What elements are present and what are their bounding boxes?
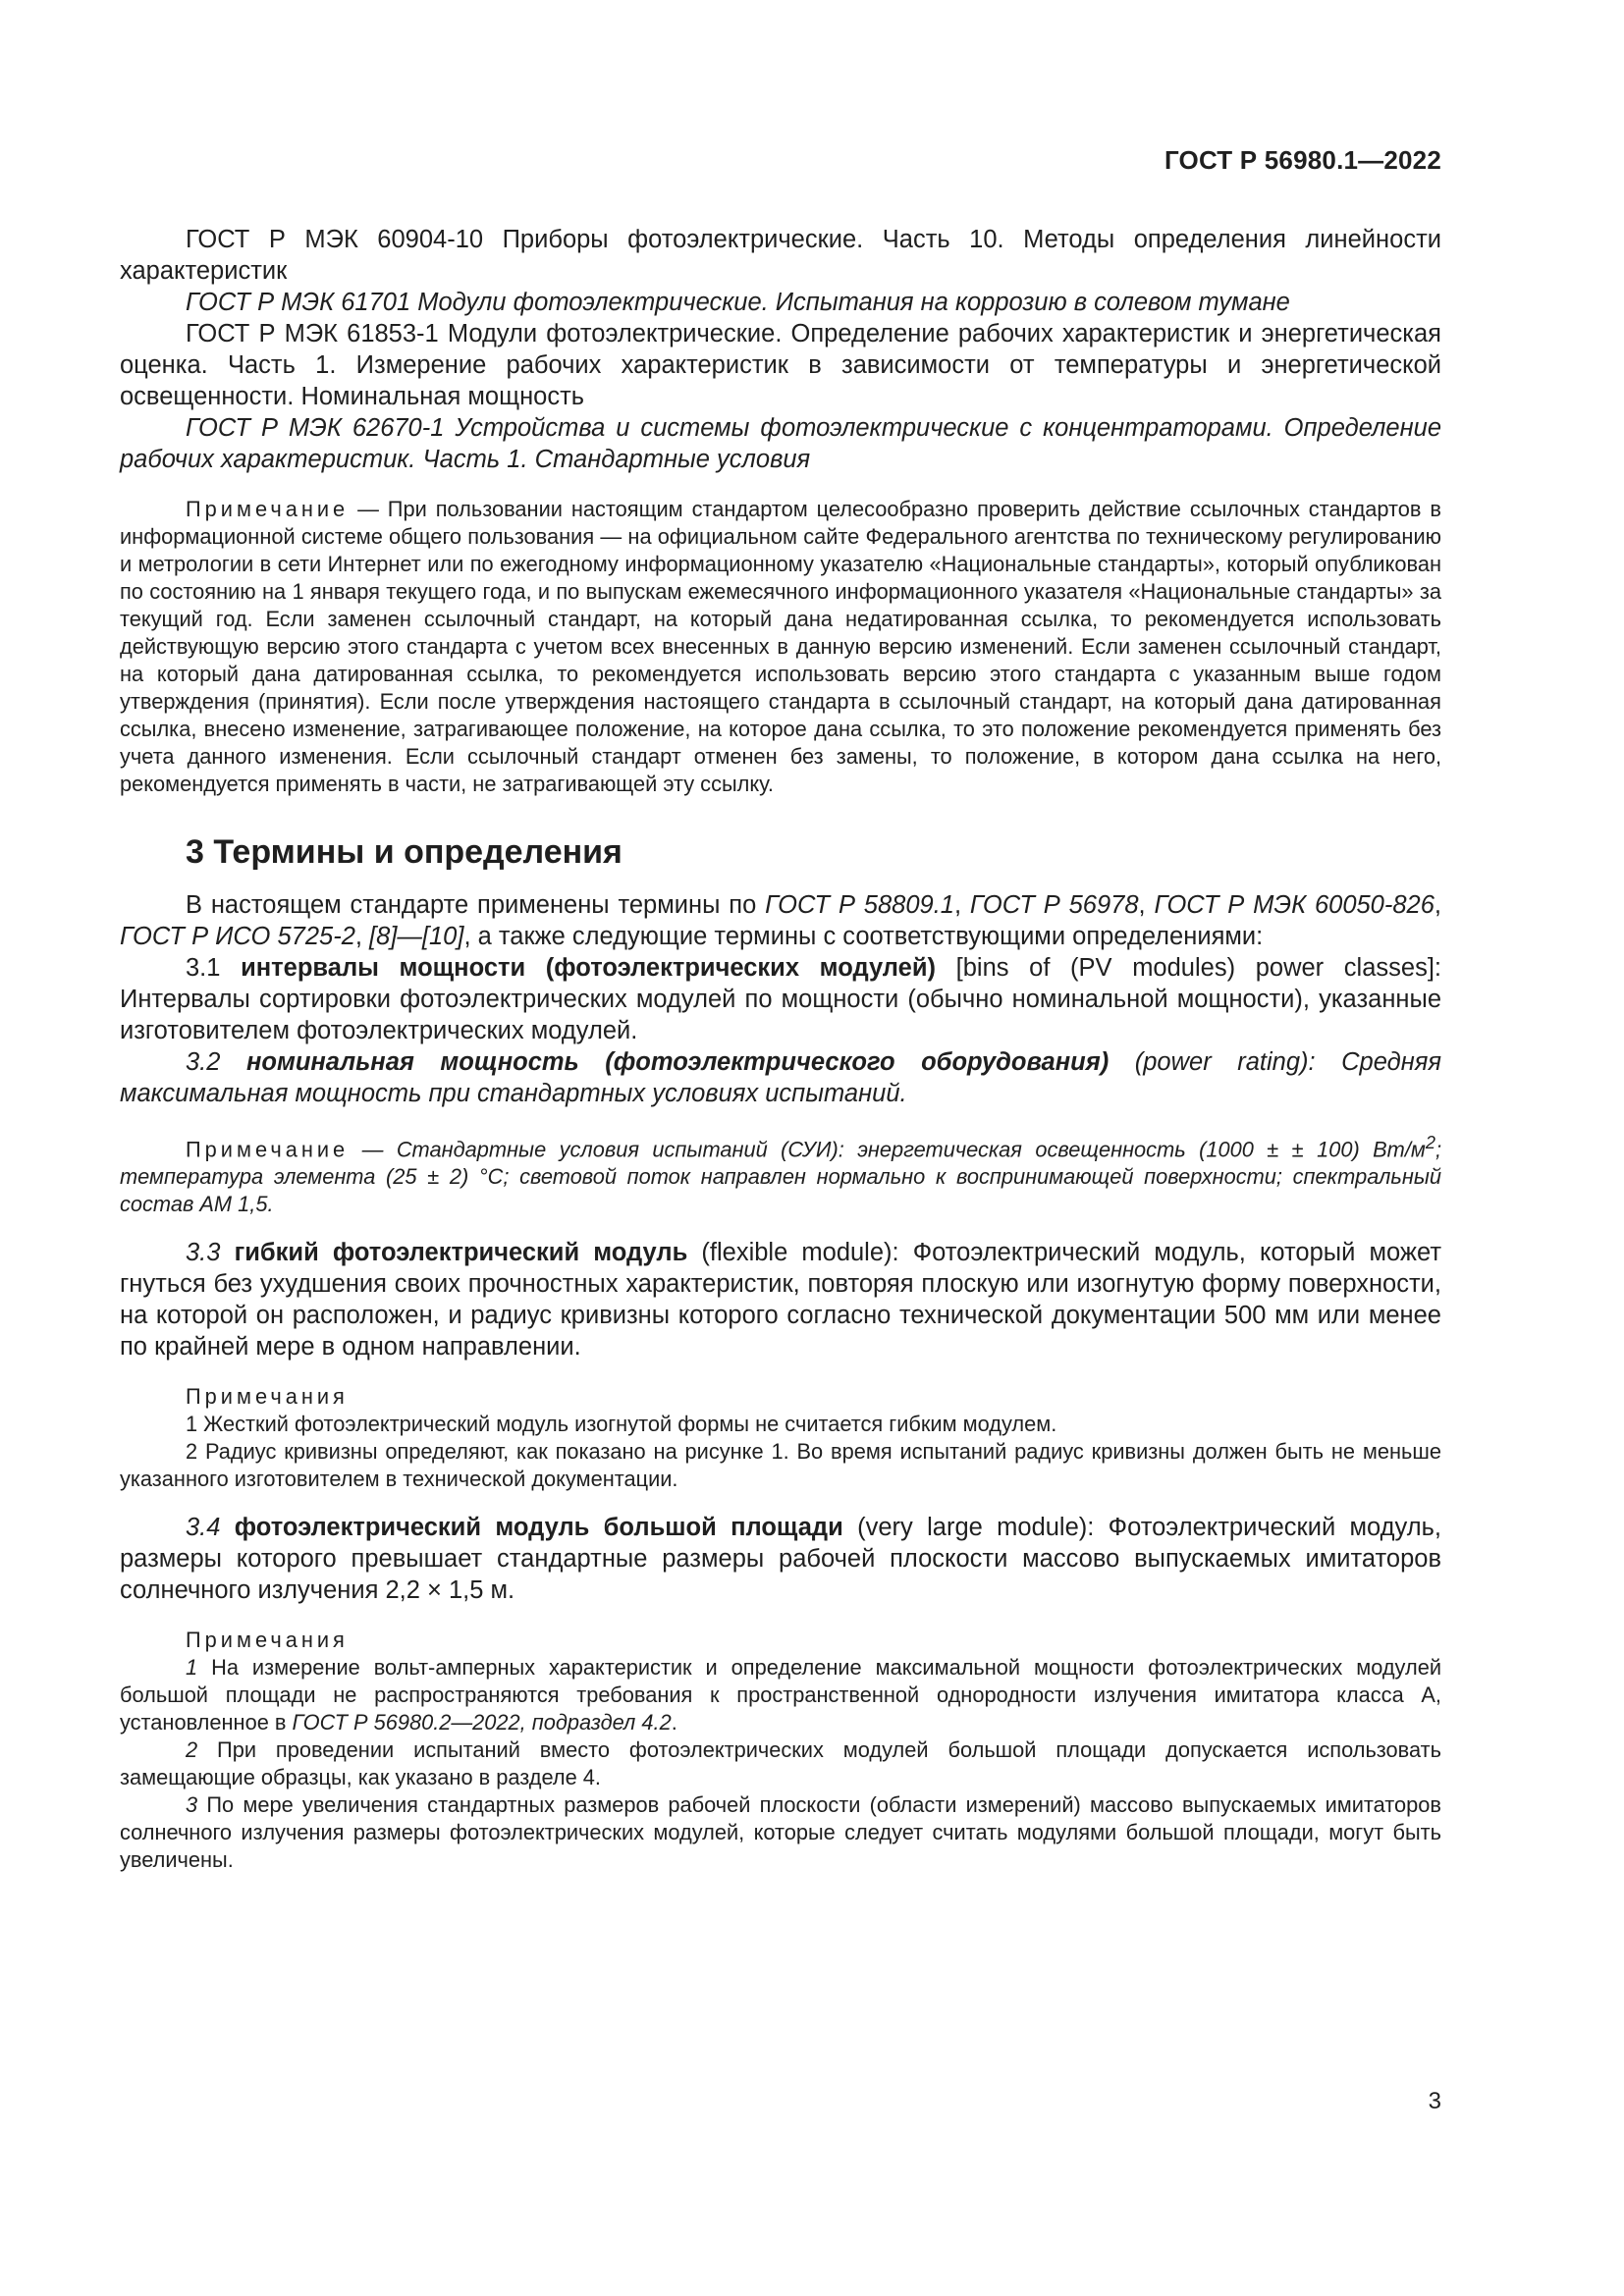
note-3-4-1: 1 На измерение вольт-амперных характеристик и определение максимальной мощности фотоэлектрических модулей большой площади не распространяются требования к пространственной однородности излучения имитатора класса А, установленное в ГОСТ Р 56980.2—2022, подраздел 4.2. [120, 1655, 1441, 1735]
note-3-3-1: 1 Жесткий фотоэлектрический модуль изогнутой формы не считается гибким модулем. [186, 1412, 1057, 1437]
intro-ref: ГОСТ Р МЭК 60050-826 [1154, 891, 1435, 919]
intro-ref: ГОСТ Р ИСО 5725-2 [120, 923, 355, 950]
intro-ref: [8]—[10] [369, 923, 464, 950]
note-label: Примечание [186, 1137, 350, 1162]
ref-iec-62670-1: ГОСТ Р МЭК 62670-1 Устройства и системы фотоэлектрические с концентраторами. Определение рабочих характеристик. Часть 1. Стандартные условия [120, 414, 1441, 473]
term-english: (power rating): [1109, 1048, 1316, 1076]
term-name: номинальная мощность (фотоэлектрического оборудования) [245, 1048, 1110, 1076]
note-text: — При пользовании настоящим стандартом целесообразно проверить действие ссылочных стандартов в информационной системе общего пользования — на официальном сайте Федерального агентства по техническому регулированию и метрологии в сети Интернет или по ежегодному информационному указателю «Национальные стандарты», который опубликован по состоянию на 1 января текущего года, и по выпускам ежемесячного информационного указателя «Национальные стандарты» за текущий год. Если заменен ссылочный стандарт, на который дана недатированная ссылка, то рекомендуется использовать действующую версию этого стандарта с учетом всех внесенных в данную версию изменений. Если заменен ссылочный стандарт, на который дана датированная ссылка, то рекомендуется использовать версию этого стандарта с указанным выше годом утверждения (принятия). Если после утверждения настоящего стандарта в ссылочный стандарт, на который дана датированная ссылка, внесено изменение, затрагивающее положение, на которое дана ссылка, то это положение рекомендуется применять без учета данного изменения. Если ссылочный стандарт отменен без замены, то положение, в котором дана ссылка на него, рекомендуется применять в части, не затрагивающей эту ссылку. [120, 497, 1441, 796]
page-content [120, 224, 1441, 1874]
note-3-3-2: 2 Радиус кривизны определяют, как показано на рисунке 1. Во время испытаний радиус кривизны должен быть не меньше указанного изготовителем в технической документации. [120, 1439, 1441, 1492]
note-3-4-2: 2 При проведении испытаний вместо фотоэлектрических модулей большой площади допускается использовать замещающие образцы, как указано в разделе 4. [120, 1737, 1441, 1790]
term-name: гибкий фотоэлектрический модуль [234, 1239, 688, 1267]
page-number: 3 [1428, 2088, 1441, 2114]
term-3-1 [120, 952, 1441, 1046]
term-3-4 [120, 1512, 1441, 1606]
note-label: Примечание [186, 497, 350, 521]
section-heading: 3 Термины и определения [186, 833, 623, 871]
term-number: 3.3 [186, 1239, 235, 1267]
intro-ref: ГОСТ Р 58809.1 [765, 891, 954, 919]
note-3-4-3: 3 По мере увеличения стандартных размеров рабочей плоскости (области измерений) массово выпускаемых имитаторов солнечного излучения размеры фотоэлектрических модулей, которые следует считать модулями большой площади, могут быть увеличены. [120, 1792, 1441, 1873]
term-name: интервалы мощности (фотоэлектрических модулей) [241, 954, 937, 982]
term-number: 3.2 [186, 1048, 246, 1076]
term-definition: Средняя максимальная мощность при стандартных условиях испытаний. [120, 1048, 1441, 1107]
term-3-3 [120, 1237, 1441, 1362]
term-definition: Фотоэлектрический модуль, который может гнуться без ухудшения своих прочностных характеристик, повторяя плоскую или изогнутую форму поверхности, на которой он расположен, и радиус кривизны которого согласно технической документации 500 мм или менее по крайней мере в одном направлении. [120, 1239, 1441, 1362]
superscript: 2 [1425, 1133, 1435, 1152]
term-3-2 [120, 1046, 1441, 1109]
note-references [120, 496, 1441, 798]
note-term-3-2: Примечание — Стандартные условия испытаний (СУИ): энергетическая освещенность (1000 ± ± 100) $Вт/м^2$; температура элемента (25 ± 2) °С; световой поток направлен нормально к воспринимающей поверхности; спектральный состав АМ 1,5. [120, 1133, 1441, 1217]
intro-ref: ГОСТ Р 56978 [969, 891, 1139, 919]
ref-iec-61853-1: ГОСТ Р МЭК 61853-1 Модули фотоэлектрические. Определение рабочих характеристик и энергетическая оценка. Часть 1. Измерение рабочих характеристик в зависимости от температуры и энергетической освещенности. Номинальная мощность [120, 320, 1441, 410]
term-english: [bins of (PV modules) power classes]: [936, 954, 1441, 982]
note-ref: ГОСТ Р 56980.2—2022, подраздел 4.2 [292, 1710, 672, 1735]
term-english: (very large module): [842, 1514, 1095, 1542]
notes-title: Примечания [186, 1628, 349, 1653]
section-intro: В настоящем стандарте применены термины по ГОСТ Р 58809.1, ГОСТ Р 56978, ГОСТ Р МЭК 60050-826, ГОСТ Р ИСО 5725-2, [8]—[10], а также следующие термины с соответствующими определениями: [120, 891, 1441, 950]
term-definition: Фотоэлектрический модуль, размеры которого превышает стандартные размеры рабочей плоскости массово выпускаемых имитаторов солнечного излучения 2,2 × 1,5 м. [120, 1514, 1441, 1605]
ref-iec-61701: ГОСТ Р МЭК 61701 Модули фотоэлектрические. Испытания на коррозию в солевом тумане [186, 289, 1290, 316]
term-name: фотоэлектрический модуль большой площади [234, 1514, 843, 1542]
ref-iec-60904-10: ГОСТ Р МЭК 60904-10 Приборы фотоэлектрические. Часть 10. Методы определения линейности характеристик [120, 226, 1441, 285]
term-english: (flexible module): [687, 1239, 899, 1267]
term-number: 3.1 [186, 954, 242, 982]
document-header: ГОСТ Р 56980.1—2022 [1164, 145, 1441, 175]
term-number: 3.4 [186, 1514, 235, 1542]
term-definition: Интервалы сортировки фотоэлектрических модулей по мощности (обычно номинальной мощности), указанные изготовителем фотоэлектрических модулей. [120, 986, 1441, 1044]
notes-title: Примечания [186, 1384, 349, 1410]
